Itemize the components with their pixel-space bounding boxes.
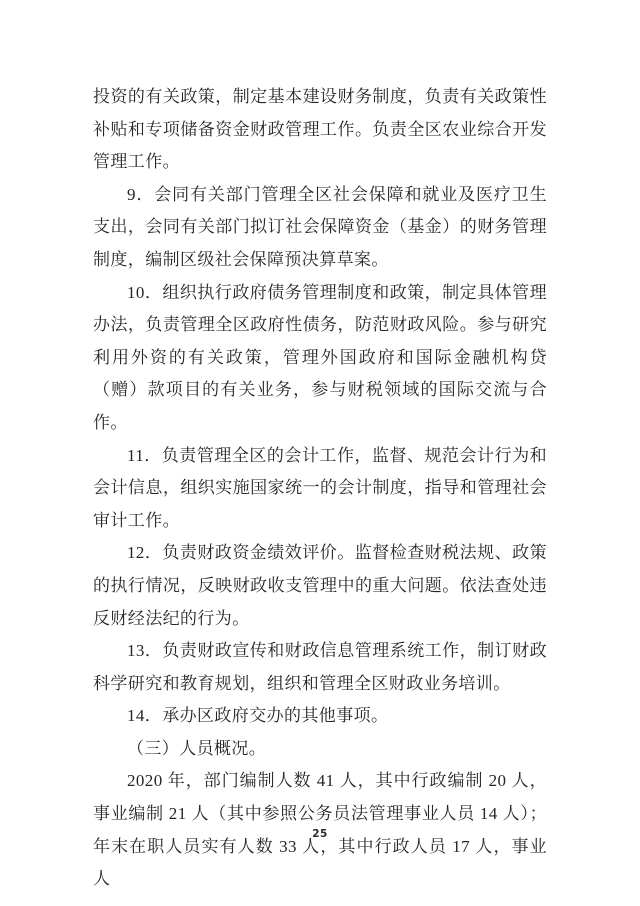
- body-paragraph: 11．负责管理全区的会计工作，监督、规范会计行为和会计信息，组织实施国家统一的会计制度，指导和管理社会审计工作。: [93, 445, 547, 530]
- body-paragraph: 9．会同有关部门管理全区社会保障和就业及医疗卫生支出，会同有关部门拟订社会保障资金（基金）的财务管理制度，编制区级社会保障预决算草案。: [93, 184, 547, 269]
- body-paragraph: 10．组织执行政府债务管理制度和政策，制定具体管理办法，负责管理全区政府性债务，防范财政风险。参与研究利用外资的有关政策，管理外国政府和国际金融机构贷（赠）款项目的有关业务，参与财税领域的国际交流与合作。: [93, 282, 547, 432]
- document-body: [93, 81, 547, 896]
- body-paragraph: 13．负责财政宣传和财政信息管理系统工作，制订财政科学研究和教育规划，组织和管理全区财政业务培训。: [93, 641, 547, 693]
- page-number: 25: [312, 828, 328, 840]
- body-paragraph: 14．承办区政府交办的其他事项。: [127, 706, 389, 726]
- body-paragraph: 2020 年，部门编制人数 41 人，其中行政编制 20 人，事业编制 21 人（其中参照公务员法管理事业人员 14 人）；年末在职人员实有人数 33 人，其中行政人员 17 人，事业人: [93, 771, 547, 889]
- body-paragraph: 投资的有关政策，制定基本建设财务制度，负责有关政策性补贴和专项储备资金财政管理工作。负责全区农业综合开发管理工作。: [93, 87, 547, 172]
- body-paragraph: 12．负责财政资金绩效评价。监督检查财税法规、政策的执行情况，反映财政收支管理中的重大问题。依法查处违反财经法纪的行为。: [93, 543, 547, 628]
- body-paragraph: （三）人员概况。: [127, 738, 267, 758]
